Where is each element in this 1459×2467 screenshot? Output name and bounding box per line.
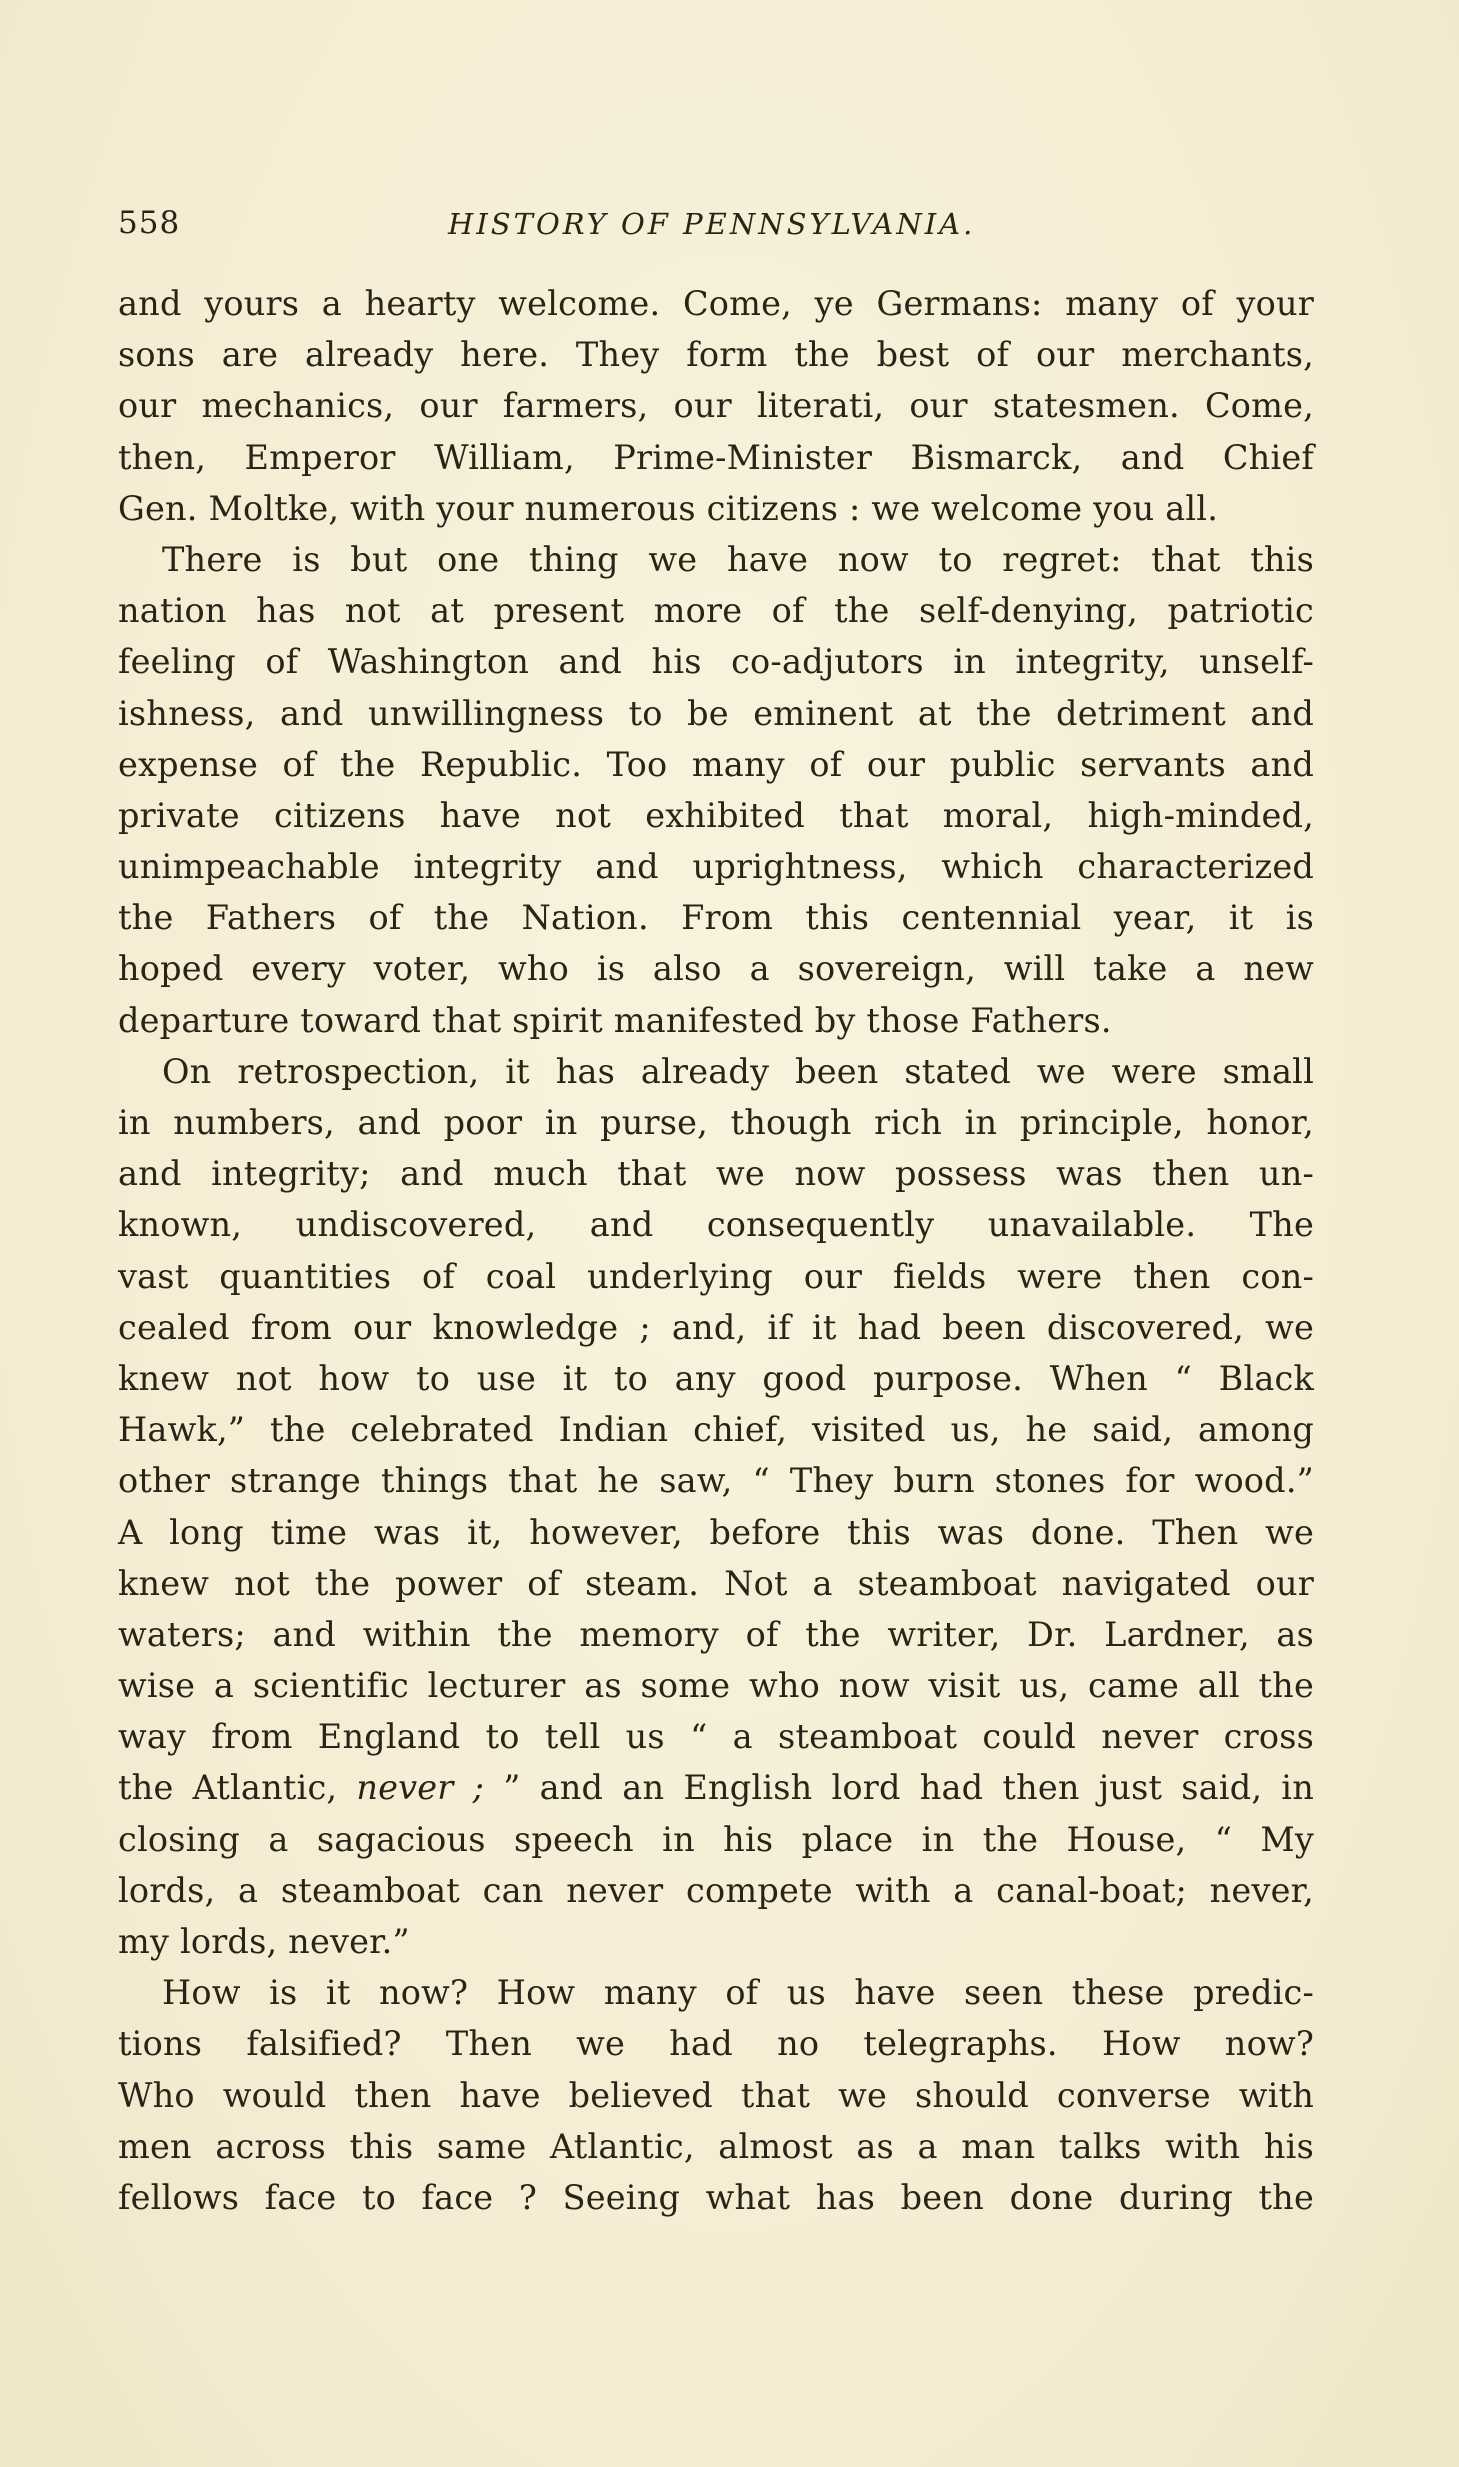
text-line: lords, a steamboat can never compete with a canal-boat; never, xyxy=(118,1870,1314,1910)
italic-text-span: never ; xyxy=(356,1768,485,1808)
text-line: A long time was it, however, before this was done. Then we xyxy=(118,1512,1314,1552)
text-line: Hawk,” the celebrated Indian chief, visited us, he said, among xyxy=(118,1410,1314,1450)
text-line: then, Emperor William, Prime-Minister Bismarck, and Chief xyxy=(118,437,1314,477)
text-line: way from England to tell us “ a steamboat could never cross xyxy=(118,1717,1314,1757)
text-line: ishness, and unwillingness to be eminent at the detriment and xyxy=(118,693,1314,733)
paragraph-first-line: On retrospection, it has already been stated we were small xyxy=(162,1051,1314,1091)
text-line: other strange things that he saw, “ They burn stones for wood.” xyxy=(118,1461,1314,1501)
text-line: fellows face to face ? Seeing what has been done during the xyxy=(118,2177,1314,2217)
text-span: the Atlantic, xyxy=(118,1768,357,1808)
text-line: sons are already here. They form the best of our merchants, xyxy=(118,335,1314,375)
paragraph-first-line: How is it now? How many of us have seen these predic- xyxy=(162,1973,1314,2013)
text-line: vast quantities of coal underlying our fields were then con- xyxy=(118,1256,1314,1296)
text-line: Who would then have believed that we should converse with xyxy=(118,2075,1314,2115)
text-line: departure toward that spirit manifested by those Fathers. xyxy=(118,1000,1112,1040)
page-header xyxy=(118,205,1308,245)
text-line: our mechanics, our farmers, our literati, our statesmen. Come, xyxy=(118,386,1314,426)
text-line: and yours a hearty welcome. Come, ye Germans: many of your xyxy=(118,284,1314,323)
text-line: tions falsified? Then we had no telegraphs. How now? xyxy=(118,2024,1314,2064)
text-line: unimpeachable integrity and uprightness, which characterized xyxy=(118,847,1314,887)
text-line: in numbers, and poor in purse, though rich in principle, honor, xyxy=(118,1103,1314,1142)
body-text xyxy=(118,278,1314,2223)
text-line: feeling of Washington and his co-adjutors in integrity, unself- xyxy=(118,642,1314,682)
text-line: waters; and within the memory of the writer, Dr. Lardner, as xyxy=(118,1614,1314,1654)
text-line: wise a scientific lecturer as some who now visit us, came all the xyxy=(118,1666,1314,1706)
text-line: Gen. Moltke, with your numerous citizens : we welcome you all. xyxy=(118,488,1219,528)
text-line: hoped every voter, who is also a sovereign, will take a new xyxy=(118,949,1314,989)
text-line: knew not how to use it to any good purpose. When “ Black xyxy=(118,1358,1314,1398)
text-line: known, undiscovered, and consequently unavailable. The xyxy=(118,1205,1314,1245)
text-line: the Fathers of the Nation. From this centennial year, it is xyxy=(118,898,1314,938)
text-line: closing a sagacious speech in his place in the House, “ My xyxy=(118,1819,1314,1859)
paragraph-first-line: There is but one thing we have now to regret: that this xyxy=(162,539,1314,579)
text-line: men across this same Atlantic, almost as a man talks with his xyxy=(118,2126,1314,2166)
text-line: cealed from our knowledge ; and, if it had been discovered, we xyxy=(118,1307,1314,1347)
text-line: my lords, never.” xyxy=(118,1922,410,1961)
text-span: ” and an English lord had then just said, in xyxy=(484,1768,1314,1808)
text-line: and integrity; and much that we now possess was then un- xyxy=(118,1154,1314,1194)
text-line: nation has not at present more of the self-denying, patriotic xyxy=(118,591,1314,631)
text-line: knew not the power of steam. Not a steamboat navigated our xyxy=(118,1563,1314,1603)
text-line-with-italic xyxy=(118,1762,1314,1813)
text-line: expense of the Republic. Too many of our public servants and xyxy=(118,744,1314,784)
running-title: HISTORY OF PENNSYLVANIA. xyxy=(448,207,976,241)
text-line: private citizens have not exhibited that moral, high-minded, xyxy=(118,795,1314,835)
page-number: 558 xyxy=(118,205,181,241)
